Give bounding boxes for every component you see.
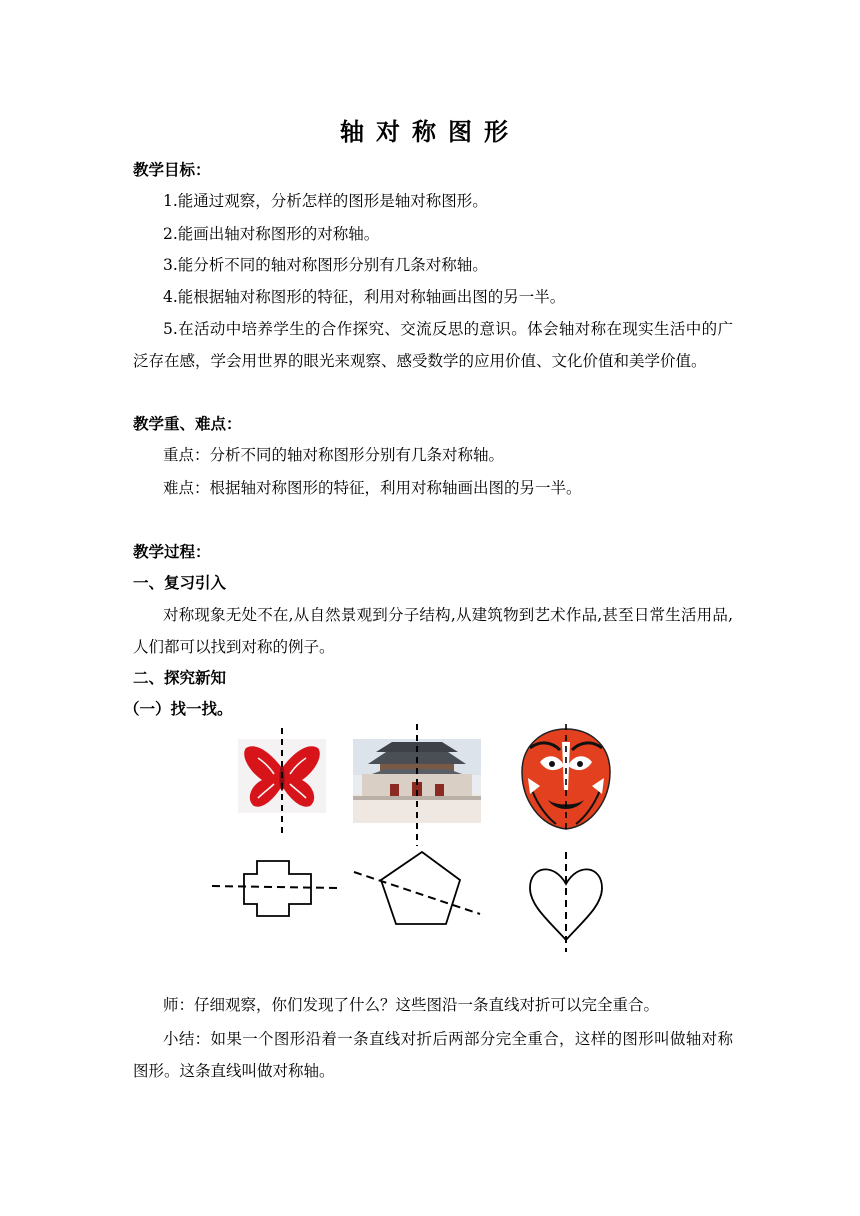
key-point-difficulty: 难点：根据轴对称图形的特征，利用对称轴画出图的另一半。: [163, 479, 582, 497]
subsection-1-heading: （一）找一找。: [124, 700, 233, 718]
objective-2: 2.能画出轴对称图形的对称轴。: [163, 225, 380, 243]
butterfly-papercut-icon: [238, 728, 326, 836]
page-title: 轴对称图形: [340, 118, 520, 146]
section-2-heading: 二、探究新知: [133, 669, 227, 687]
objective-1: 1.能通过观察，分析怎样的图形是轴对称图形。: [163, 192, 488, 210]
opera-mask-icon: [522, 724, 610, 830]
key-points-heading: 教学重、难点：: [133, 415, 242, 433]
cross-shape-icon: [212, 861, 338, 916]
section-1-heading: 一、复习引入: [133, 574, 227, 592]
section-1-text: 对称现象无处不在,从自然景观到分子结构,从建筑物到艺术作品,甚至日常生活用品,人们都可以找到对称的例子。: [133, 606, 733, 656]
process-heading: 教学过程：: [133, 543, 211, 561]
objectives-heading: 教学目标：: [133, 161, 211, 179]
pentagon-shape-icon: [354, 852, 480, 924]
objective-3: 3.能分析不同的轴对称图形分别有几条对称轴。: [163, 256, 488, 274]
objective-4: 4.能根据轴对称图形的特征，利用对称轴画出图的另一半。: [163, 288, 566, 306]
heart-shape-icon: [530, 852, 602, 952]
palace-gate-photo: [353, 724, 481, 846]
summary-text: 小结：如果一个图形沿着一条直线对折后两部分完全重合，这样的图形叫做轴对称图形。这条直线叫做对称轴。: [133, 1030, 733, 1080]
teacher-text: 师：仔细观察，你们发现了什么？这些图沿一条直线对折可以完全重合。: [163, 996, 660, 1014]
objective-5: 5.在活动中培养学生的合作探究、交流反思的意识。体会轴对称在现实生活中的广泛存在感，学会用世界的眼光来观察、感受数学的应用价值、文化价值和美学价值。: [133, 320, 733, 370]
key-point-focus: 重点：分析不同的轴对称图形分别有几条对称轴。: [163, 446, 505, 464]
